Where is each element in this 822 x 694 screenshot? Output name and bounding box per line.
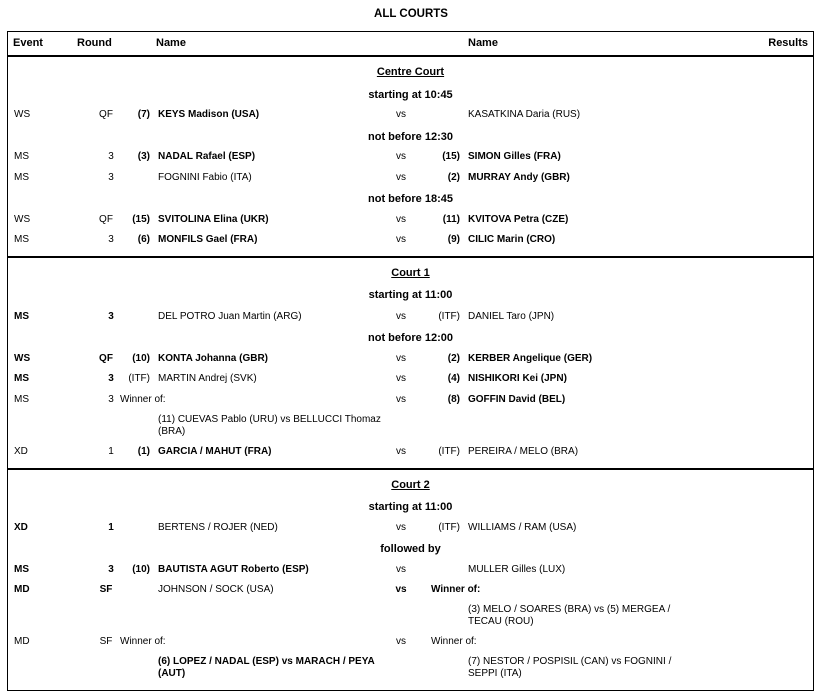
player2-name: KASATKINA Daria (RUS) [468,109,581,120]
match-round: SF [99,584,113,595]
header-event: Event [13,37,43,49]
match-round: 3 [108,172,114,183]
match-round: 1 [108,522,114,533]
winner-of-label: Winner of: [120,636,166,647]
schedule-time: followed by [380,543,441,555]
player2-name: WILLIAMS / RAM (USA) [468,522,577,533]
player1-name: GARCIA / MAHUT (FRA) [158,446,272,457]
player1-name: BAUTISTA AGUT Roberto (ESP) [158,564,309,575]
player2-seed: (2) [447,353,460,364]
match-round: QF [99,109,113,120]
player1-seed: (10) [132,564,150,575]
player1-seed: (10) [132,353,150,364]
player1-name: NADAL Rafael (ESP) [158,151,256,162]
header-name-2: Name [468,37,498,49]
match-event: WS [14,214,31,225]
vs-label: vs [396,373,406,384]
player1-seed: (ITF) [128,373,150,384]
match-event: XD [14,522,28,533]
winner-of-detail: (6) LOPEZ / NADAL (ESP) vs MARACH / PEYA (AUT) [158,656,375,679]
player2-name: CILIC Marin (CRO) [468,234,556,245]
winner-of-label: Winner of: [431,584,481,595]
vs-label: vs [396,636,406,647]
match-round: QF [99,214,113,225]
player2-name: NISHIKORI Kei (JPN) [468,373,567,384]
court-section-centre [7,56,814,257]
vs-label: vs [396,172,406,183]
player2-seed: (15) [442,151,460,162]
header-results: Results [768,37,808,49]
match-round: 3 [108,234,114,245]
winner-of-label: Winner of: [120,394,166,405]
vs-label: vs [396,109,406,120]
schedule-time: not before 12:00 [368,332,453,344]
schedule-time: starting at 11:00 [368,289,453,301]
winner-of-detail: (3) MELO / SOARES (BRA) vs (5) MERGEA / TECAU (ROU) [468,604,671,627]
match-round: 3 [108,394,114,405]
player1-seed: (15) [132,214,150,225]
vs-label: vs [396,522,406,533]
player1-name: BERTENS / ROJER (NED) [158,522,278,533]
match-round: 3 [108,311,114,322]
player1-seed: (6) [137,234,150,245]
match-event: MS [14,172,29,183]
vs-label: vs [396,234,406,245]
player1-seed: (1) [137,446,150,457]
player1-name: KONTA Johanna (GBR) [158,353,268,364]
player2-name: KERBER Angelique (GER) [468,353,593,364]
match-event: WS [14,109,31,120]
player1-name: SVITOLINA Elina (UKR) [158,214,269,225]
court-title: Centre Court [376,66,445,78]
court-title: Court 2 [391,479,430,491]
match-event: MS [14,311,29,322]
vs-label: vs [396,353,406,364]
player1-name: MARTIN Andrej (SVK) [158,373,257,384]
match-event: MS [14,373,29,384]
match-event: MD [14,636,30,647]
player2-seed: (ITF) [438,311,460,322]
schedule-time: starting at 10:45 [368,89,453,101]
player2-seed: (8) [447,394,460,405]
schedule-time: starting at 11:00 [368,501,453,513]
winner-of-detail: (7) NESTOR / POSPISIL (CAN) vs FOGNINI / SEPPI (ITA) [468,656,672,679]
player2-name: MULLER Gilles (LUX) [468,564,566,575]
schedule-time: not before 18:45 [368,193,453,205]
court-section-court-1 [7,257,814,469]
vs-label: vs [396,151,406,162]
player1-name: KEYS Madison (USA) [158,109,260,120]
match-event: MD [14,584,30,595]
player2-name: PEREIRA / MELO (BRA) [468,446,579,457]
match-event: WS [14,353,31,364]
player2-seed: (ITF) [438,446,460,457]
match-event: XD [14,446,28,457]
player1-seed: (3) [137,151,150,162]
match-round: SF [99,636,113,647]
player2-seed: (2) [447,172,460,183]
player2-seed: (9) [447,234,460,245]
vs-label: vs [396,446,406,457]
player1-name: FOGNINI Fabio (ITA) [158,172,252,183]
player2-name: DANIEL Taro (JPN) [468,311,555,322]
vs-label: vs [396,394,406,405]
match-round: 3 [108,151,114,162]
player2-seed: (ITF) [438,522,460,533]
player1-name: JOHNSON / SOCK (USA) [158,584,274,595]
match-round: 3 [108,373,114,384]
vs-label: vs [396,311,406,322]
match-event: MS [14,234,29,245]
match-event: MS [14,151,29,162]
match-round: 3 [108,564,114,575]
player1-name: MONFILS Gael (FRA) [158,234,258,245]
match-round: QF [99,353,113,364]
player1-name: DEL POTRO Juan Martin (ARG) [158,311,302,322]
match-round: 1 [108,446,114,457]
player2-name: MURRAY Andy (GBR) [468,172,570,183]
court-section-court-2 [7,469,814,691]
header-name-1: Name [156,37,186,49]
match-event: MS [14,564,29,575]
match-event: MS [14,394,29,405]
schedule-time: not before 12:30 [368,131,453,143]
winner-of-label: Winner of: [431,636,477,647]
vs-label: vs [395,584,407,595]
vs-label: vs [396,214,406,225]
court-title: Court 1 [391,267,430,279]
player2-name: KVITOVA Petra (CZE) [468,214,569,225]
player2-name: GOFFIN David (BEL) [468,394,566,405]
player1-seed: (7) [137,109,150,120]
page-title: ALL COURTS [374,8,448,20]
header-round: Round [77,37,112,49]
vs-label: vs [396,564,406,575]
player2-seed: (11) [442,214,460,225]
table-header [7,31,814,56]
winner-of-detail: (11) CUEVAS Pablo (URU) vs BELLUCCI Thomaz (BRA) [158,414,381,437]
player2-name: SIMON Gilles (FRA) [468,151,561,162]
player2-seed: (4) [447,373,460,384]
